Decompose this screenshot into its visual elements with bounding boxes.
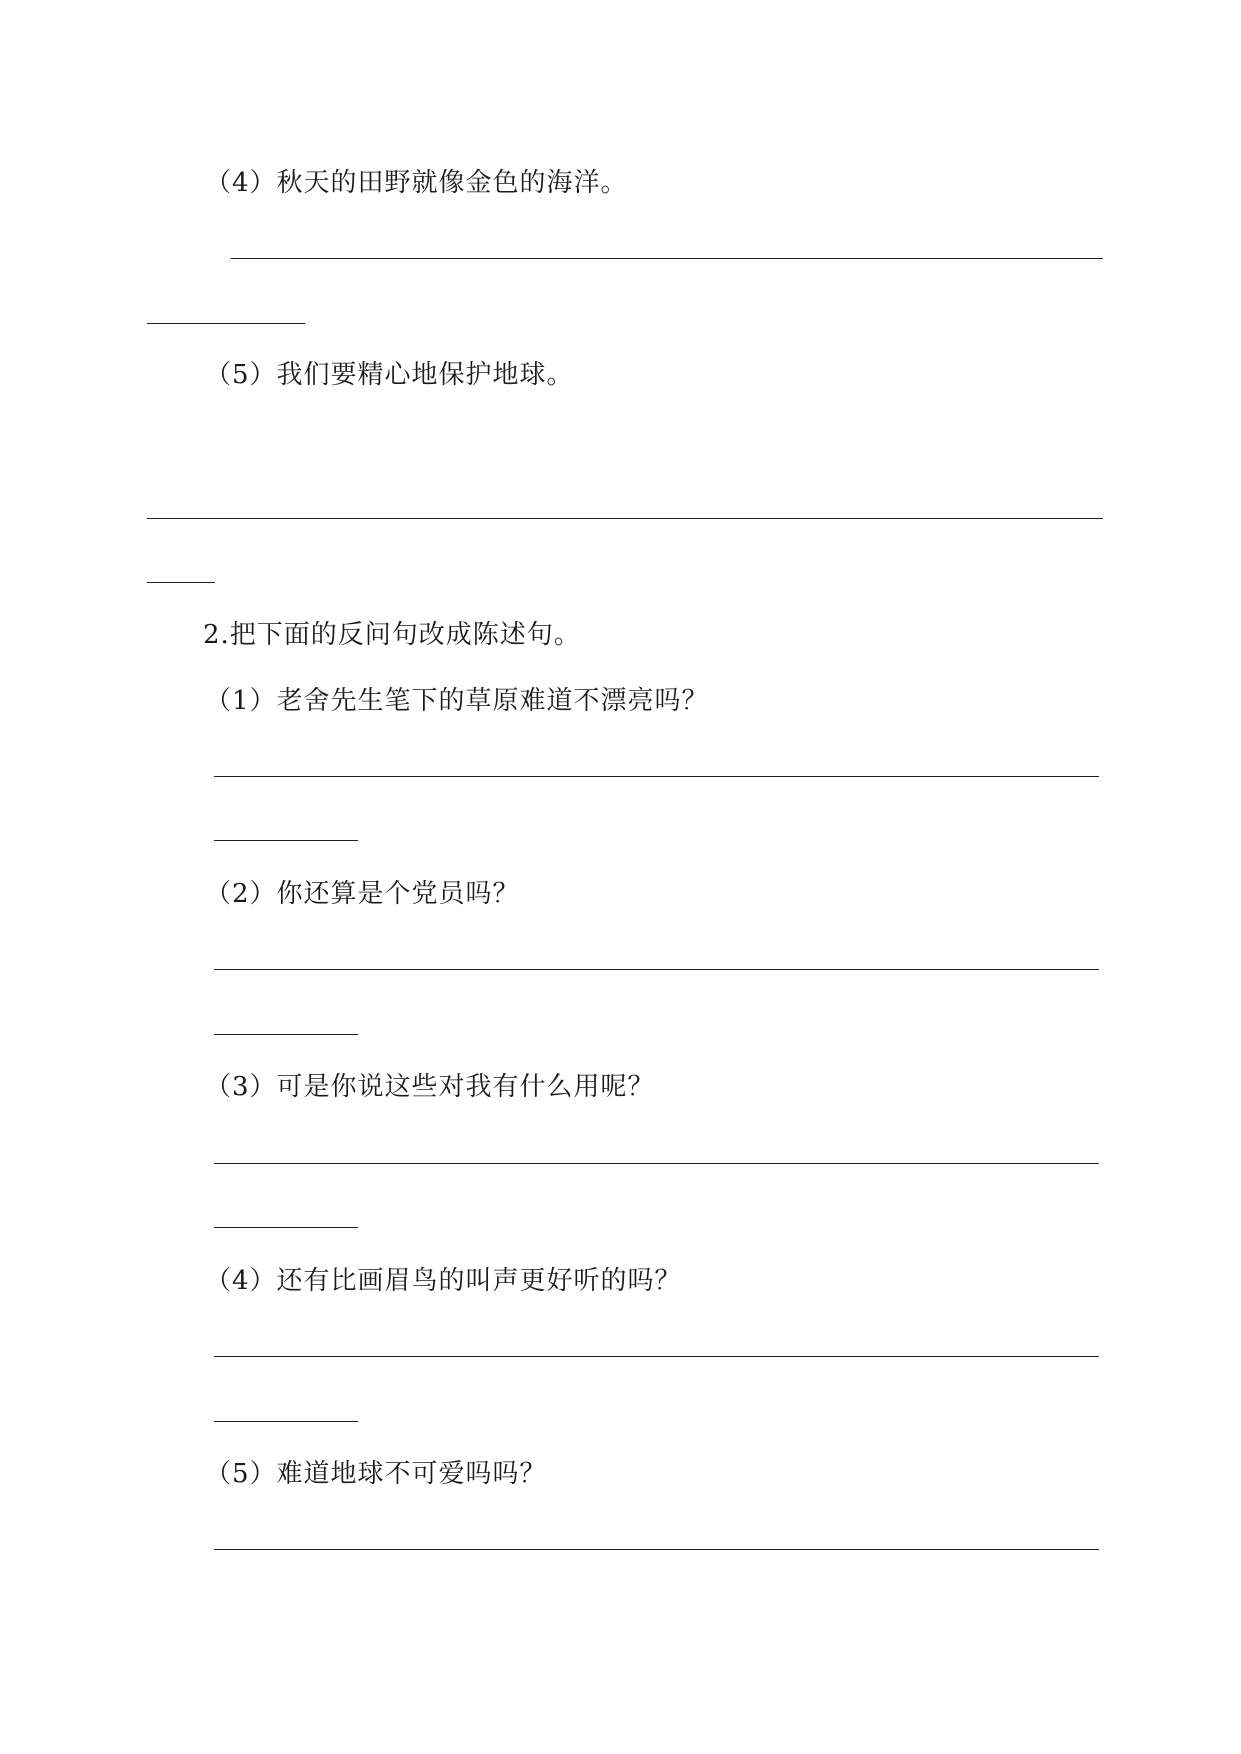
answer-line bbox=[214, 776, 1099, 777]
answer-line bbox=[231, 258, 1103, 259]
answer-line-continuation bbox=[214, 1421, 358, 1422]
question-item-1-4: （4）秋天的田野就像金色的海洋。 bbox=[205, 168, 628, 198]
answer-line-continuation bbox=[147, 582, 215, 583]
answer-line bbox=[214, 1356, 1099, 1357]
answer-line bbox=[214, 1163, 1099, 1164]
question-item-2-5: （5）难道地球不可爱吗吗？ bbox=[205, 1459, 547, 1489]
answer-line bbox=[147, 518, 1103, 519]
question-item-2-1: （1）老舍先生笔下的草原难道不漂亮吗？ bbox=[205, 686, 709, 716]
question-item-2-2: （2）你还算是个党员吗？ bbox=[205, 879, 520, 909]
answer-line-continuation bbox=[214, 1034, 358, 1035]
answer-line-continuation bbox=[147, 323, 305, 324]
answer-line-continuation bbox=[214, 1227, 358, 1228]
answer-line bbox=[214, 1549, 1099, 1550]
section-heading: 2.把下面的反问句改成陈述句。 bbox=[203, 620, 581, 650]
question-item-2-4: （4）还有比画眉鸟的叫声更好听的吗？ bbox=[205, 1266, 682, 1296]
question-item-1-5: （5）我们要精心地保护地球。 bbox=[205, 360, 574, 390]
answer-line bbox=[214, 969, 1099, 970]
question-item-2-3: （3）可是你说这些对我有什么用呢？ bbox=[205, 1072, 655, 1102]
answer-line-continuation bbox=[214, 840, 358, 841]
